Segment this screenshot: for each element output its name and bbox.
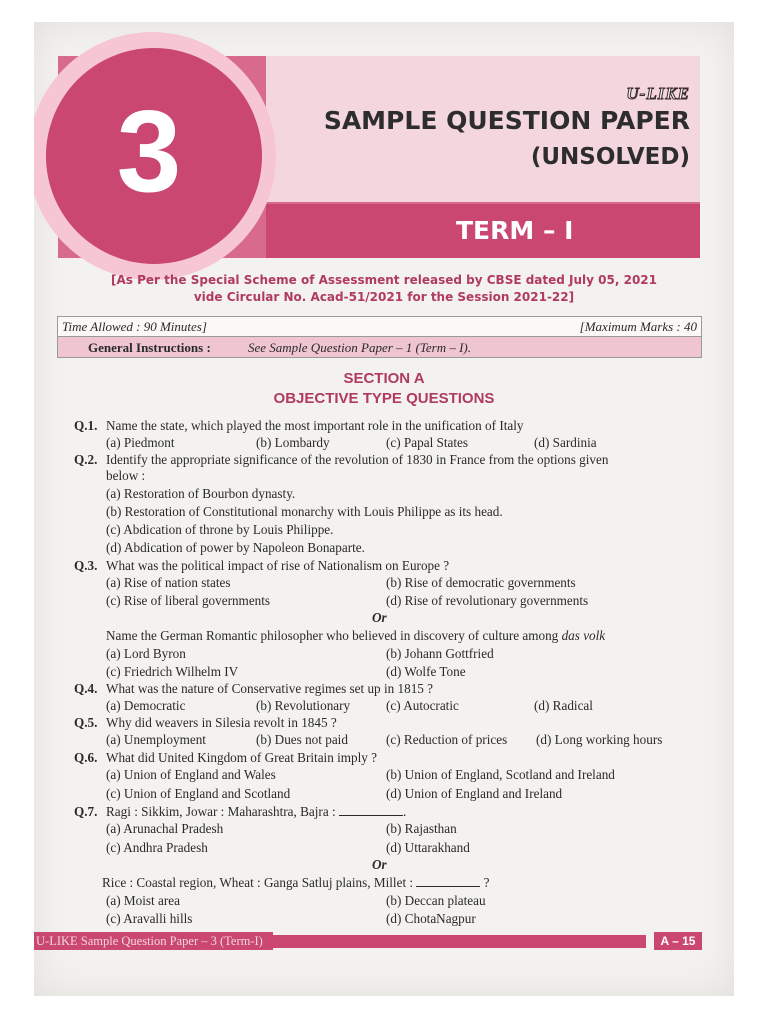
q1-text: Name the state, which played the most important role in the unification of Italy <box>106 418 524 433</box>
q7-alt-option-d: (d) ChotaNagpur <box>386 911 476 926</box>
q2-text-cont: below : <box>106 468 146 483</box>
q7-text: Ragi : Sikkim, Jowar : Maharashtra, Bajra : . <box>106 804 407 819</box>
q4-number: Q.4. <box>74 681 98 696</box>
q1-option-d: (d) Sardinia <box>534 435 597 450</box>
section-subtitle: OBJECTIVE TYPE QUESTIONS <box>273 390 495 407</box>
term-label: TERM – I <box>456 216 574 245</box>
maximum-marks: [Maximum Marks : 40 <box>579 319 697 334</box>
q2-option-b: (b) Restoration of Constitutional monarchy with Louis Philippe as its head. <box>106 504 503 519</box>
time-allowed: Time Allowed : 90 Minutes] <box>62 319 207 334</box>
q3-alt-option-b: (b) Johann Gottfried <box>386 646 494 661</box>
q1-number: Q.1. <box>74 418 98 433</box>
q3-option-c: (c) Rise of liberal governments <box>106 593 271 608</box>
info-box <box>57 316 702 358</box>
q3-alt-text-italic: das volk <box>561 628 606 643</box>
q1-option-a: (a) Piedmont <box>106 435 175 450</box>
q5-option-d: (d) Long working hours <box>536 732 663 747</box>
q5-option-a: (a) Unemployment <box>106 732 206 747</box>
q6-number: Q.6. <box>74 750 98 765</box>
instructions-row <box>58 337 701 357</box>
q3-alt-text-main: Name the German Romantic philosopher who believed in discovery of culture among <box>106 628 559 643</box>
q7-alt-option-b: (b) Deccan plateau <box>386 893 486 908</box>
q7-alt-option-a: (a) Moist area <box>106 893 180 908</box>
q6-option-b: (b) Union of England, Scotland and Ireland <box>386 767 615 782</box>
q3-alt-option-d: (d) Wolfe Tone <box>386 664 466 679</box>
q3-alt-text <box>106 628 605 644</box>
page-number: A – 15 <box>654 932 702 950</box>
footer-title: U-LIKE Sample Question Paper – 3 (Term-I) <box>34 932 273 950</box>
q6-option-a: (a) Union of England and Wales <box>106 767 276 782</box>
q2-option-c: (c) Abdication of throne by Louis Philippe. <box>106 522 334 537</box>
footer <box>34 932 734 950</box>
q4-option-d: (d) Radical <box>534 698 593 713</box>
paper-title: SAMPLE QUESTION PAPER <box>323 106 690 135</box>
q4-text: What was the nature of Conservative regimes set up in 1815 ? <box>106 681 434 696</box>
q7-option-b: (b) Rajasthan <box>386 821 457 836</box>
scheme-line-1: [As Per the Special Scheme of Assessment released by CBSE dated July 05, 2021 <box>111 273 657 287</box>
paper-number: 3 <box>116 86 182 216</box>
q5-option-b: (b) Dues not paid <box>256 732 348 747</box>
q7-alt-option-c: (c) Aravalli hills <box>106 911 193 926</box>
q2-option-a: (a) Restoration of Bourbon dynasty. <box>106 486 296 501</box>
q5-option-c: (c) Reduction of prices <box>386 732 508 747</box>
q5-text: Why did weavers in Silesia revolt in 1845 ? <box>106 715 337 730</box>
q7-alt-text-main: Rice : Coastal region, Wheat : Ganga Satluj plains, Millet : <box>102 875 414 890</box>
q7-blank <box>339 805 403 816</box>
page <box>34 22 734 996</box>
q4-option-b: (b) Revolutionary <box>256 698 351 713</box>
q1-option-c: (c) Papal States <box>386 435 469 450</box>
q7-number: Q.7. <box>74 804 98 819</box>
q2-number: Q.2. <box>74 452 98 467</box>
q4-option-c: (c) Autocratic <box>386 698 459 713</box>
time-row <box>58 317 701 337</box>
q3-number: Q.3. <box>74 558 98 573</box>
q3-alt-option-a: (a) Lord Byron <box>106 646 186 661</box>
q7-alt-text-end: ? <box>483 875 490 890</box>
section-title: SECTION A <box>343 370 425 387</box>
q6-text: What did United Kingdom of Great Britain imply ? <box>106 750 378 765</box>
instructions-label: General Instructions : <box>88 340 211 355</box>
scheme-line-2: vide Circular No. Acad-51/2021 for the Session 2021-22] <box>193 290 575 304</box>
q6-option-c: (c) Union of England and Scotland <box>106 786 291 801</box>
q3-option-a: (a) Rise of nation states <box>106 575 231 590</box>
q5-number: Q.5. <box>74 715 98 730</box>
q7-alt-blank <box>416 876 480 887</box>
q6-option-d: (d) Union of England and Ireland <box>386 786 563 801</box>
brand-logo: U-LIKE <box>626 84 690 103</box>
q7-option-c: (c) Andhra Pradesh <box>106 840 208 855</box>
instructions-text: See Sample Question Paper – 1 (Term – I). <box>248 340 472 355</box>
q7-option-a: (a) Arunachal Pradesh <box>106 821 224 836</box>
q3-or: Or <box>372 610 387 625</box>
q2-text: Identify the appropriate significance of the revolution of 1830 in France from the options given <box>106 452 609 467</box>
q4-option-a: (a) Democratic <box>106 698 186 713</box>
q7-or: Or <box>372 857 387 872</box>
q1-option-b: (b) Lombardy <box>256 435 330 450</box>
q3-text: What was the political impact of rise of Nationalism on Europe ? <box>106 558 450 573</box>
q3-option-d: (d) Rise of revolutionary governments <box>386 593 589 608</box>
q2-option-d: (d) Abdication of power by Napoleon Bonaparte. <box>106 540 365 555</box>
q7-text-main: Ragi : Sikkim, Jowar : Maharashtra, Bajra : <box>106 804 336 819</box>
q3-alt-option-c: (c) Friedrich Wilhelm IV <box>106 664 239 679</box>
q7-alt-text <box>102 875 490 891</box>
q7-option-d: (d) Uttarakhand <box>386 840 470 855</box>
q3-option-b: (b) Rise of democratic governments <box>386 575 576 590</box>
paper-subtitle: (UNSOLVED) <box>530 144 690 170</box>
